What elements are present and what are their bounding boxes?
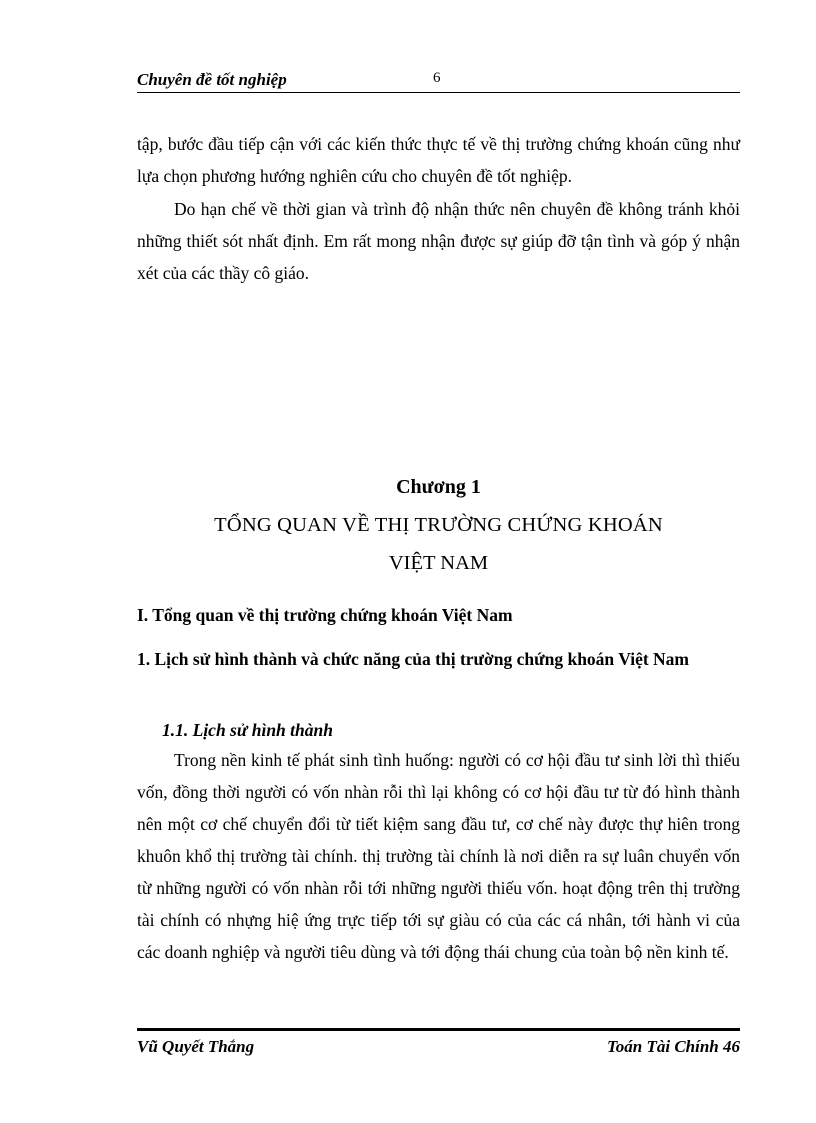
footer-class: Toán Tài Chính 46 [606,1037,740,1056]
page-header [137,68,740,93]
subsection-heading: 1.1. Lịch sử hình thành [162,720,333,740]
section-body-paragraph: Trong nền kinh tế phát sinh tình huống: người có cơ hội đầu tư sinh lời thì thiếu vốn, đồng thời người có vốn nhàn rỗi thì lại không có cơ hội đầu tư từ đó hình thành nên một cơ chế chuyển đổi từ tiết kiệm sang đầu tư, cơ chế này được thự hiên trong khuôn khổ thị trường tài chính. thị trường tài chính là nơi diễn ra sự luân chuyển vốn từ những người có vốn nhàn rỗi tới những người thiếu vốn. hoạt động trên thị trường tài chính có nhựng hiệ ứng trực tiếp tới sự giàu có của các cá nhân, tới hành vi của các doanh nghiệp và người tiêu dùng và tới động thái chung của toàn bộ nền kinh tế. [137,750,740,962]
intro-paragraph-1-block [137,128,740,192]
intro-paragraph-2: Do hạn chế về thời gian và trình độ nhận thức nên chuyên đề không tránh khỏi những thiết sót nhất định. Em rất mong nhận được sự giúp đỡ tận tình và góp ý nhận xét của các thầy cô giáo. [137,199,740,283]
intro-paragraph-2-block [137,193,740,289]
page-number: 6 [433,70,441,86]
intro-paragraph-1: tập, bước đầu tiếp cận với các kiến thức thực tế về thị trường chứng khoán cũng như lựa chọn phương hướng nghiên cứu cho chuyên đề tốt nghiệp. [137,134,740,186]
page-footer [137,1028,740,1065]
chapter-label: Chương 1 [396,476,481,498]
section-heading-2: 1. Lịch sử hình thành và chức năng của thị trường chứng khoán Việt Nam [137,649,690,669]
section-body-block [137,744,740,968]
footer-author: Vũ Quyết Thắng [137,1037,255,1056]
section-heading-1: I. Tổng quan về thị trường chứng khoán Việt Nam [137,605,513,625]
chapter-title-line-1: TỔNG QUAN VỀ THỊ TRƯỜNG CHỨNG KHOÁN [214,514,663,536]
chapter-heading [137,468,740,582]
header-title: Chuyên đề tốt nghiệp [137,70,287,89]
chapter-title-line-2: VIỆT NAM [388,552,489,574]
